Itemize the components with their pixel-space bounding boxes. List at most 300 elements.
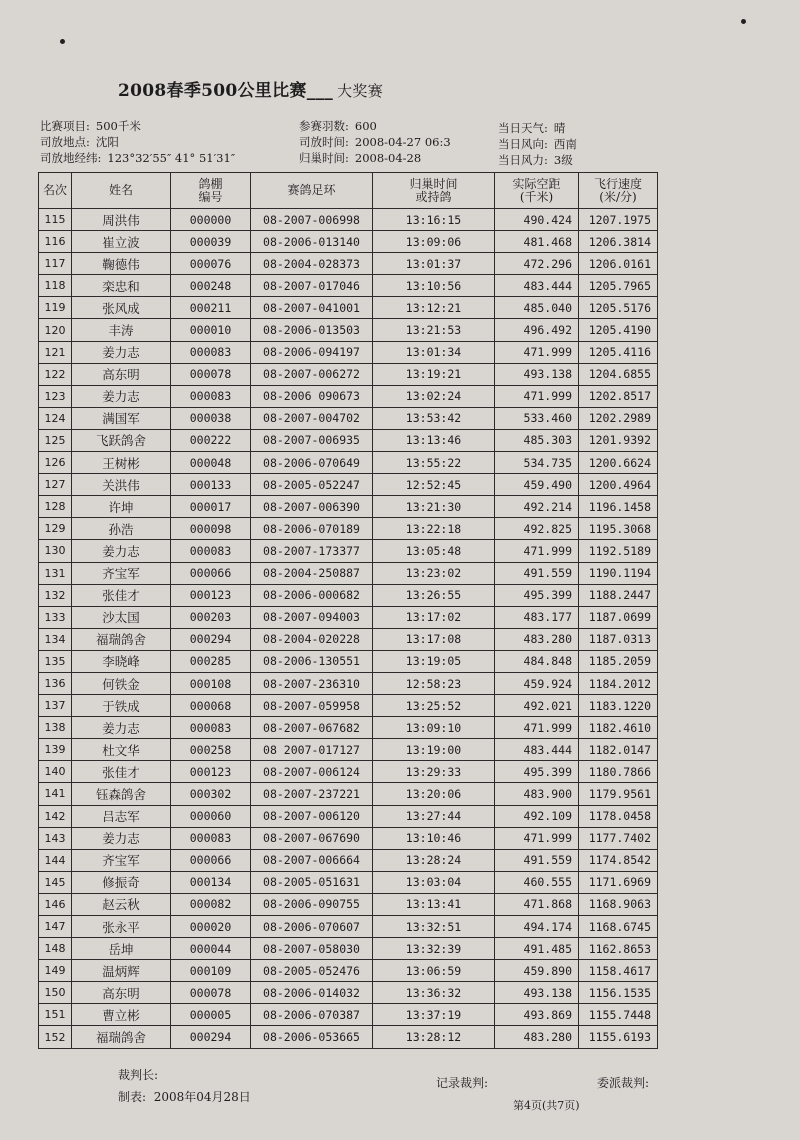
speed-cell: 1195.3068 [579, 518, 658, 540]
distance-cell: 492.825 [495, 518, 579, 540]
speed-cell: 1185.2059 [579, 650, 658, 672]
ring-cell: 08-2007-041001 [251, 297, 373, 319]
distance-cell: 459.924 [495, 672, 579, 694]
table-row [39, 385, 658, 407]
ring-cell: 08-2007-006272 [251, 363, 373, 385]
table-row [39, 871, 658, 893]
table-header-row [39, 173, 658, 209]
meta-coords: 司放地经纬: 123°32′55″ 41° 51′31″ [40, 151, 236, 165]
speed-cell: 1174.8542 [579, 849, 658, 871]
ring-cell: 08-2007-017046 [251, 275, 373, 297]
ring-cell: 08-2004-250887 [251, 562, 373, 584]
arrival-time-cell: 13:06:59 [373, 960, 495, 982]
arrival-time-cell: 13:21:30 [373, 496, 495, 518]
loft-id-cell: 000078 [171, 363, 251, 385]
name-cell: 曹立彬 [72, 1004, 171, 1026]
distance-cell: 485.040 [495, 297, 579, 319]
arrival-time-cell: 13:25:52 [373, 695, 495, 717]
rank-cell: 142 [39, 805, 72, 827]
speed-cell: 1205.7965 [579, 275, 658, 297]
ring-cell: 08-2006-070387 [251, 1004, 373, 1026]
table-row [39, 540, 658, 562]
speed-cell: 1188.2447 [579, 584, 658, 606]
document-title: 2008春季500公里比赛___ 大奖赛 [118, 81, 384, 101]
loft-id-cell: 000109 [171, 960, 251, 982]
rank-cell: 132 [39, 584, 72, 606]
distance-cell: 496.492 [495, 319, 579, 341]
ring-cell: 08-2007-058030 [251, 938, 373, 960]
name-cell: 修振奇 [72, 871, 171, 893]
ring-cell: 08-2007-006998 [251, 209, 373, 231]
table-row [39, 650, 658, 672]
distance-cell: 459.890 [495, 960, 579, 982]
table-row [39, 717, 658, 739]
arrival-time-cell: 13:17:08 [373, 628, 495, 650]
arrival-time-cell: 13:12:21 [373, 297, 495, 319]
distance-cell: 494.174 [495, 916, 579, 938]
loft-id-cell: 000010 [171, 319, 251, 341]
loft-id-cell: 000039 [171, 231, 251, 253]
distance-cell: 491.485 [495, 938, 579, 960]
ring-cell: 08-2007-006664 [251, 849, 373, 871]
distance-cell: 483.444 [495, 739, 579, 761]
arrival-time-cell: 13:01:34 [373, 341, 495, 363]
rank-cell: 149 [39, 960, 72, 982]
distance-cell: 485.303 [495, 429, 579, 451]
arrival-time-cell: 13:13:41 [373, 893, 495, 915]
name-cell: 齐宝军 [72, 849, 171, 871]
speed-cell: 1168.9063 [579, 893, 658, 915]
table-body [39, 209, 658, 1049]
speed-cell: 1162.8653 [579, 938, 658, 960]
table-row [39, 893, 658, 915]
rank-cell: 130 [39, 540, 72, 562]
arrival-time-cell: 13:32:51 [373, 916, 495, 938]
meta-weather: 当日天气: 晴 [498, 121, 566, 135]
meta-event: 比赛项目: 500千米 [40, 119, 141, 133]
table-row [39, 672, 658, 694]
loft-id-cell: 000066 [171, 849, 251, 871]
table-row [39, 496, 658, 518]
loft-id-cell: 000108 [171, 672, 251, 694]
table-row [39, 1004, 658, 1026]
loft-id-cell: 000038 [171, 407, 251, 429]
loft-id-cell: 000133 [171, 474, 251, 496]
loft-id-cell: 000134 [171, 871, 251, 893]
ring-cell: 08-2007-006935 [251, 429, 373, 451]
ring-cell: 08-2004-020228 [251, 628, 373, 650]
name-cell: 张风成 [72, 297, 171, 319]
table-row [39, 805, 658, 827]
table-row [39, 253, 658, 275]
table-row [39, 209, 658, 231]
ring-cell: 08-2006-070189 [251, 518, 373, 540]
name-cell: 姜力志 [72, 540, 171, 562]
name-cell: 福瑞鸽舍 [72, 628, 171, 650]
ring-cell: 08-2006-014032 [251, 982, 373, 1004]
rank-cell: 131 [39, 562, 72, 584]
ring-cell: 08-2006-013503 [251, 319, 373, 341]
rank-cell: 152 [39, 1026, 72, 1048]
meta-entries: 参赛羽数: 600 [299, 119, 377, 133]
name-cell: 关洪伟 [72, 474, 171, 496]
speed-cell: 1200.6624 [579, 452, 658, 474]
name-cell: 姜力志 [72, 341, 171, 363]
meta-wind-direction: 当日风向: 西南 [498, 137, 577, 151]
rank-cell: 128 [39, 496, 72, 518]
name-cell: 孙浩 [72, 518, 171, 540]
name-cell: 姜力志 [72, 717, 171, 739]
ring-cell: 08-2006-070649 [251, 452, 373, 474]
name-cell: 鞠德伟 [72, 253, 171, 275]
distance-cell: 471.868 [495, 893, 579, 915]
loft-id-cell: 000083 [171, 827, 251, 849]
distance-cell: 471.999 [495, 341, 579, 363]
speed-cell: 1182.0147 [579, 739, 658, 761]
rank-cell: 145 [39, 871, 72, 893]
ring-cell: 08-2006-090755 [251, 893, 373, 915]
name-cell: 何铁金 [72, 672, 171, 694]
rank-cell: 120 [39, 319, 72, 341]
distance-cell: 483.900 [495, 783, 579, 805]
arrival-time-cell: 13:05:48 [373, 540, 495, 562]
ring-cell: 08-2005-052247 [251, 474, 373, 496]
table-row [39, 452, 658, 474]
distance-cell: 493.869 [495, 1004, 579, 1026]
speed-cell: 1180.7866 [579, 761, 658, 783]
speed-cell: 1192.5189 [579, 540, 658, 562]
column-header: 名次 [39, 173, 72, 209]
speed-cell: 1182.4610 [579, 717, 658, 739]
judge-label: 裁判长: [118, 1068, 159, 1082]
meta-release-site: 司放地点: 沈阳 [40, 135, 119, 149]
speed-cell: 1187.0313 [579, 628, 658, 650]
name-cell: 赵云秋 [72, 893, 171, 915]
name-cell: 许坤 [72, 496, 171, 518]
speed-cell: 1206.0161 [579, 253, 658, 275]
rank-cell: 118 [39, 275, 72, 297]
speed-cell: 1177.7402 [579, 827, 658, 849]
arrival-time-cell: 13:03:04 [373, 871, 495, 893]
name-cell: 王树彬 [72, 452, 171, 474]
arrival-time-cell: 13:23:02 [373, 562, 495, 584]
name-cell: 飞跃鸽舍 [72, 429, 171, 451]
arrival-time-cell: 13:19:21 [373, 363, 495, 385]
arrival-time-cell: 13:20:06 [373, 783, 495, 805]
ring-cell: 08-2007-094003 [251, 606, 373, 628]
name-cell: 李晓峰 [72, 650, 171, 672]
rank-cell: 147 [39, 916, 72, 938]
table-row [39, 739, 658, 761]
ring-cell: 08-2006-013140 [251, 231, 373, 253]
speed-cell: 1190.1194 [579, 562, 658, 584]
speed-cell: 1196.1458 [579, 496, 658, 518]
table-row [39, 1026, 658, 1048]
distance-cell: 471.999 [495, 385, 579, 407]
loft-id-cell: 000123 [171, 761, 251, 783]
table-row [39, 562, 658, 584]
distance-cell: 460.555 [495, 871, 579, 893]
column-header: 赛鸽足环 [251, 173, 373, 209]
arrival-time-cell: 13:28:24 [373, 849, 495, 871]
speed-cell: 1204.6855 [579, 363, 658, 385]
name-cell: 高东明 [72, 982, 171, 1004]
rank-cell: 143 [39, 827, 72, 849]
arrival-time-cell: 13:29:33 [373, 761, 495, 783]
rank-cell: 126 [39, 452, 72, 474]
table-row [39, 341, 658, 363]
table-row [39, 584, 658, 606]
arrival-time-cell: 13:28:12 [373, 1026, 495, 1048]
arrival-time-cell: 13:13:46 [373, 429, 495, 451]
loft-id-cell: 000302 [171, 783, 251, 805]
arrival-time-cell: 13:09:06 [373, 231, 495, 253]
arrival-time-cell: 13:22:18 [373, 518, 495, 540]
ring-cell: 08-2007-006390 [251, 496, 373, 518]
ring-cell: 08-2007-059958 [251, 695, 373, 717]
name-cell: 温炳辉 [72, 960, 171, 982]
arrival-time-cell: 13:32:39 [373, 938, 495, 960]
speed-cell: 1205.5176 [579, 297, 658, 319]
speed-cell: 1200.4964 [579, 474, 658, 496]
rank-cell: 151 [39, 1004, 72, 1026]
name-cell: 周洪伟 [72, 209, 171, 231]
ring-cell: 08-2007-067682 [251, 717, 373, 739]
arrival-time-cell: 13:26:55 [373, 584, 495, 606]
loft-id-cell: 000083 [171, 385, 251, 407]
distance-cell: 491.559 [495, 562, 579, 584]
loft-id-cell: 000005 [171, 1004, 251, 1026]
rank-cell: 140 [39, 761, 72, 783]
distance-cell: 481.468 [495, 231, 579, 253]
speed-cell: 1205.4190 [579, 319, 658, 341]
distance-cell: 471.999 [495, 827, 579, 849]
ring-cell: 08-2006-000682 [251, 584, 373, 606]
distance-cell: 533.460 [495, 407, 579, 429]
table-row [39, 982, 658, 1004]
rank-cell: 150 [39, 982, 72, 1004]
rank-cell: 122 [39, 363, 72, 385]
distance-cell: 483.280 [495, 1026, 579, 1048]
rank-cell: 124 [39, 407, 72, 429]
name-cell: 丰涛 [72, 319, 171, 341]
distance-cell: 492.214 [495, 496, 579, 518]
distance-cell: 495.399 [495, 761, 579, 783]
arrival-time-cell: 13:55:22 [373, 452, 495, 474]
loft-id-cell: 000000 [171, 209, 251, 231]
table-row [39, 319, 658, 341]
distance-cell: 490.424 [495, 209, 579, 231]
speed-cell: 1207.1975 [579, 209, 658, 231]
speed-cell: 1178.0458 [579, 805, 658, 827]
assign-judge-label: 委派裁判: [597, 1076, 650, 1090]
arrival-time-cell: 13:53:42 [373, 407, 495, 429]
table-row [39, 916, 658, 938]
meta-release-time: 司放时间: 2008-04-27 06:3 [299, 135, 451, 149]
name-cell: 钰森鸽舍 [72, 783, 171, 805]
column-header: 鸽棚 编号 [171, 173, 251, 209]
ring-cell: 08-2006 090673 [251, 385, 373, 407]
loft-id-cell: 000258 [171, 739, 251, 761]
rank-cell: 119 [39, 297, 72, 319]
distance-cell: 484.848 [495, 650, 579, 672]
speed-cell: 1202.2989 [579, 407, 658, 429]
arrival-time-cell: 13:21:53 [373, 319, 495, 341]
loft-id-cell: 000060 [171, 805, 251, 827]
rank-cell: 116 [39, 231, 72, 253]
arrival-time-cell: 13:01:37 [373, 253, 495, 275]
page-number: 第4页(共7页) [513, 1099, 580, 1112]
loft-id-cell: 000048 [171, 452, 251, 474]
speed-cell: 1155.6193 [579, 1026, 658, 1048]
speed-cell: 1201.9392 [579, 429, 658, 451]
arrival-time-cell: 13:02:24 [373, 385, 495, 407]
name-cell: 吕志军 [72, 805, 171, 827]
table-row [39, 938, 658, 960]
column-header: 姓名 [72, 173, 171, 209]
rank-cell: 137 [39, 695, 72, 717]
rank-cell: 146 [39, 893, 72, 915]
table-row [39, 275, 658, 297]
distance-cell: 483.444 [495, 275, 579, 297]
rank-cell: 141 [39, 783, 72, 805]
speed-cell: 1206.3814 [579, 231, 658, 253]
loft-id-cell: 000066 [171, 562, 251, 584]
loft-id-cell: 000294 [171, 628, 251, 650]
distance-cell: 471.999 [495, 540, 579, 562]
recorder-label: 记录裁判: [436, 1076, 489, 1090]
loft-id-cell: 000017 [171, 496, 251, 518]
rank-cell: 148 [39, 938, 72, 960]
speed-cell: 1155.7448 [579, 1004, 658, 1026]
table-row [39, 695, 658, 717]
distance-cell: 492.109 [495, 805, 579, 827]
distance-cell: 493.138 [495, 982, 579, 1004]
rank-cell: 115 [39, 209, 72, 231]
meta-return-time: 归巢时间: 2008-04-28 [299, 151, 422, 165]
distance-cell: 471.999 [495, 717, 579, 739]
loft-id-cell: 000078 [171, 982, 251, 1004]
ring-cell: 08-2007-237221 [251, 783, 373, 805]
title-text: 2008春季500公里比赛 [118, 81, 307, 101]
arrival-time-cell: 13:16:15 [373, 209, 495, 231]
speed-cell: 1187.0699 [579, 606, 658, 628]
table-row [39, 297, 658, 319]
name-cell: 栾忠和 [72, 275, 171, 297]
prepared-by: 制表: 2008年04月28日 [118, 1090, 251, 1104]
rank-cell: 117 [39, 253, 72, 275]
speed-cell: 1156.1535 [579, 982, 658, 1004]
table-row [39, 518, 658, 540]
ring-cell: 08-2007-004702 [251, 407, 373, 429]
arrival-time-cell: 12:52:45 [373, 474, 495, 496]
rank-cell: 133 [39, 606, 72, 628]
ring-cell: 08-2006-130551 [251, 650, 373, 672]
loft-id-cell: 000222 [171, 429, 251, 451]
arrival-time-cell: 13:19:00 [373, 739, 495, 761]
rank-cell: 139 [39, 739, 72, 761]
ring-cell: 08-2007-236310 [251, 672, 373, 694]
ring-cell: 08-2007-006124 [251, 761, 373, 783]
speed-cell: 1179.9561 [579, 783, 658, 805]
name-cell: 满国军 [72, 407, 171, 429]
table-row [39, 761, 658, 783]
column-header: 实际空距 (千米) [495, 173, 579, 209]
distance-cell: 493.138 [495, 363, 579, 385]
rank-cell: 121 [39, 341, 72, 363]
column-header: 飞行速度 (米/分) [579, 173, 658, 209]
speed-cell: 1205.4116 [579, 341, 658, 363]
table-row [39, 363, 658, 385]
name-cell: 岳坤 [72, 938, 171, 960]
loft-id-cell: 000020 [171, 916, 251, 938]
meta-wind-force: 当日风力: 3级 [498, 153, 573, 167]
speed-cell: 1202.8517 [579, 385, 658, 407]
loft-id-cell: 000068 [171, 695, 251, 717]
arrival-time-cell: 13:10:56 [373, 275, 495, 297]
name-cell: 崔立波 [72, 231, 171, 253]
table-row [39, 474, 658, 496]
loft-id-cell: 000083 [171, 540, 251, 562]
table-row [39, 960, 658, 982]
column-header: 归巢时间 或持鸽 [373, 173, 495, 209]
arrival-time-cell: 13:09:10 [373, 717, 495, 739]
name-cell: 于铁成 [72, 695, 171, 717]
rank-cell: 123 [39, 385, 72, 407]
name-cell: 姜力志 [72, 385, 171, 407]
table-row [39, 606, 658, 628]
arrival-time-cell: 13:36:32 [373, 982, 495, 1004]
arrival-time-cell: 13:19:05 [373, 650, 495, 672]
ring-cell: 08-2006-070607 [251, 916, 373, 938]
distance-cell: 534.735 [495, 452, 579, 474]
ring-cell: 08-2007-173377 [251, 540, 373, 562]
table-row [39, 827, 658, 849]
loft-id-cell: 000082 [171, 893, 251, 915]
name-cell: 张佳才 [72, 761, 171, 783]
prepared-date: 2008年04月28日 [153, 1090, 251, 1104]
loft-id-cell: 000294 [171, 1026, 251, 1048]
distance-cell: 492.021 [495, 695, 579, 717]
distance-cell: 491.559 [495, 849, 579, 871]
table-row [39, 429, 658, 451]
name-cell: 高东明 [72, 363, 171, 385]
ring-cell: 08-2007-006120 [251, 805, 373, 827]
table-row [39, 407, 658, 429]
loft-id-cell: 000044 [171, 938, 251, 960]
speed-cell: 1184.2012 [579, 672, 658, 694]
ring-cell: 08-2005-051631 [251, 871, 373, 893]
arrival-time-cell: 13:27:44 [373, 805, 495, 827]
table-row [39, 231, 658, 253]
arrival-time-cell: 12:58:23 [373, 672, 495, 694]
rank-cell: 136 [39, 672, 72, 694]
distance-cell: 483.280 [495, 628, 579, 650]
name-cell: 张永平 [72, 916, 171, 938]
loft-id-cell: 000211 [171, 297, 251, 319]
rank-cell: 144 [39, 849, 72, 871]
loft-id-cell: 000285 [171, 650, 251, 672]
arrival-time-cell: 13:17:02 [373, 606, 495, 628]
distance-cell: 483.177 [495, 606, 579, 628]
rank-cell: 135 [39, 650, 72, 672]
rank-cell: 138 [39, 717, 72, 739]
loft-id-cell: 000248 [171, 275, 251, 297]
title-subtitle: 大奖赛 [337, 82, 384, 100]
speck-mark [741, 19, 746, 24]
arrival-time-cell: 13:10:46 [373, 827, 495, 849]
distance-cell: 459.490 [495, 474, 579, 496]
